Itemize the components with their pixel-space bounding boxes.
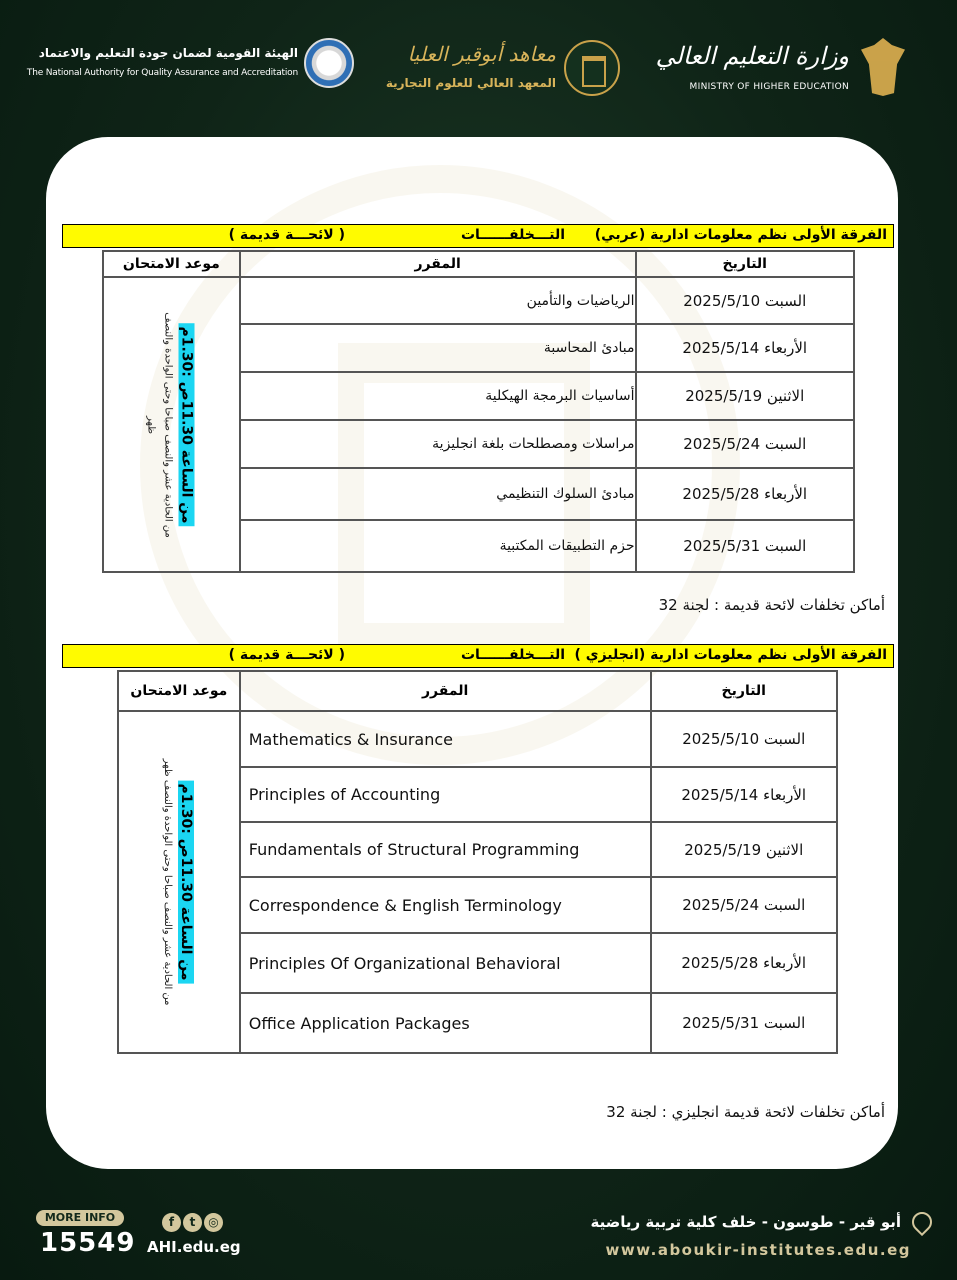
row-course: Fundamentals of Structural Programming xyxy=(240,822,651,877)
section-banner-english xyxy=(62,644,894,668)
header-course: المقرر xyxy=(240,251,636,277)
row-date: الأربعاء 2025/5/14 xyxy=(636,324,854,372)
table-row xyxy=(103,277,854,324)
schedule-table-english xyxy=(117,670,838,1054)
row-course: Mathematics & Insurance xyxy=(240,711,651,767)
twitter-icon[interactable]: t xyxy=(183,1213,202,1232)
header-time: موعد الامتحان xyxy=(118,671,240,711)
row-date: السبت 2025/5/24 xyxy=(636,420,854,468)
table-row xyxy=(118,711,837,767)
row-date: السبت 2025/5/10 xyxy=(651,711,838,767)
location-pin-icon xyxy=(908,1208,936,1236)
exam-time-cell xyxy=(118,711,240,1053)
facebook-icon[interactable]: f xyxy=(162,1213,181,1232)
row-date: الأربعاء 2025/5/28 xyxy=(636,468,854,520)
row-date: الاثنين 2025/5/19 xyxy=(651,822,838,877)
banner-title: الفرقة الأولى نظم معلومات ادارية (عربي) xyxy=(594,227,887,243)
social-links xyxy=(162,1211,225,1232)
banner-regulation: ( لائحـــة قديمة ) xyxy=(228,227,345,243)
exam-time-note-2: ظهر xyxy=(145,415,157,434)
ministry-logo xyxy=(655,38,905,108)
row-course: Principles Of Organizational Behavioral xyxy=(240,933,651,993)
exam-time-highlight: من الساعة 11.30ص :1.30م xyxy=(179,323,195,526)
header-course: المقرر xyxy=(240,671,651,711)
banner-type: التـــخلفــــــات xyxy=(460,647,565,663)
institute-name: معاهد أبوقير العليا xyxy=(407,42,556,66)
venue-note-english: أماكن تخلفات لائحة قديمة انجليزي : لجنة 32 xyxy=(606,1103,885,1121)
banner-title: الفرقة الأولى نظم معلومات ادارية (انجليزي ) xyxy=(574,647,887,663)
header-time: موعد الامتحان xyxy=(103,251,240,277)
ministry-arabic-name: وزارة التعليم العالي xyxy=(655,42,849,70)
ministry-english-name: MINISTRY OF HIGHER EDUCATION xyxy=(689,82,849,92)
row-date: السبت 2025/5/31 xyxy=(651,993,838,1053)
row-date: السبت 2025/5/10 xyxy=(636,277,854,324)
row-date: الاثنين 2025/5/19 xyxy=(636,372,854,420)
institute-emblem-icon xyxy=(564,40,620,96)
address-text: أبو قير - طوسون - خلف كلية تربية رياضية xyxy=(590,1213,901,1231)
naqaae-arabic-name: الهيئة القومية لضمان جودة التعليم والاعتماد xyxy=(38,46,298,60)
row-course: Principles of Accounting xyxy=(240,767,651,822)
section-banner-arabic xyxy=(62,224,894,248)
banner-type: التـــخلفــــــات xyxy=(460,227,565,243)
banner-regulation: ( لائحـــة قديمة ) xyxy=(228,647,345,663)
exam-time-note: من الحادية عشر والنصف صباحا وحتى الواحدة والنصف ظهر xyxy=(161,758,173,1006)
row-course: مبادئ المحاسبة xyxy=(240,324,636,372)
table-header-row xyxy=(103,251,854,277)
naqaae-english-name: The National Authority for Quality Assurance and Accreditation xyxy=(26,68,298,78)
website-long-link[interactable]: www.aboukir-institutes.edu.eg xyxy=(605,1241,911,1259)
row-date: السبت 2025/5/31 xyxy=(636,520,854,572)
eagle-icon xyxy=(861,38,905,96)
naqaae-logo xyxy=(26,38,360,98)
row-course: أساسيات البرمجة الهيكلية xyxy=(240,372,636,420)
row-course: Office Application Packages xyxy=(240,993,651,1053)
exam-time-cell xyxy=(103,277,240,572)
schedule-table-arabic xyxy=(102,250,855,573)
institute-logo xyxy=(380,38,620,108)
institute-subtitle: المعهد العالي للعلوم التجارية xyxy=(385,76,556,90)
row-date: السبت 2025/5/24 xyxy=(651,877,838,933)
header-date: التاريخ xyxy=(636,251,854,277)
venue-note-arabic: أماكن تخلفات لائحة قديمة : لجنة 32 xyxy=(658,596,885,614)
row-date: الأربعاء 2025/5/28 xyxy=(651,933,838,993)
header xyxy=(0,0,957,130)
exam-time-note: من الحادية عشر والنصف صباحا وحتى الواحدة والنصف xyxy=(162,311,174,538)
hotline-number[interactable]: 15549 xyxy=(40,1228,136,1258)
row-date: الأربعاء 2025/5/14 xyxy=(651,767,838,822)
naqaae-seal-icon xyxy=(304,38,354,88)
more-info-badge: MORE INFO xyxy=(36,1210,124,1226)
row-course: مبادئ السلوك التنظيمي xyxy=(240,468,636,520)
instagram-icon[interactable]: ◎ xyxy=(204,1213,223,1232)
website-short-link[interactable]: AHI.edu.eg xyxy=(147,1238,241,1256)
header-date: التاريخ xyxy=(651,671,838,711)
row-course: مراسلات ومصطلحات بلغة انجليزية xyxy=(240,420,636,468)
exam-time-highlight: من الساعة 11.30ص :1.30م xyxy=(178,780,194,983)
row-course: Correspondence & English Terminology xyxy=(240,877,651,933)
table-header-row xyxy=(118,671,837,711)
row-course: حزم التطبيقات المكتبية xyxy=(240,520,636,572)
row-course: الرياضيات والتأمين xyxy=(240,277,636,324)
